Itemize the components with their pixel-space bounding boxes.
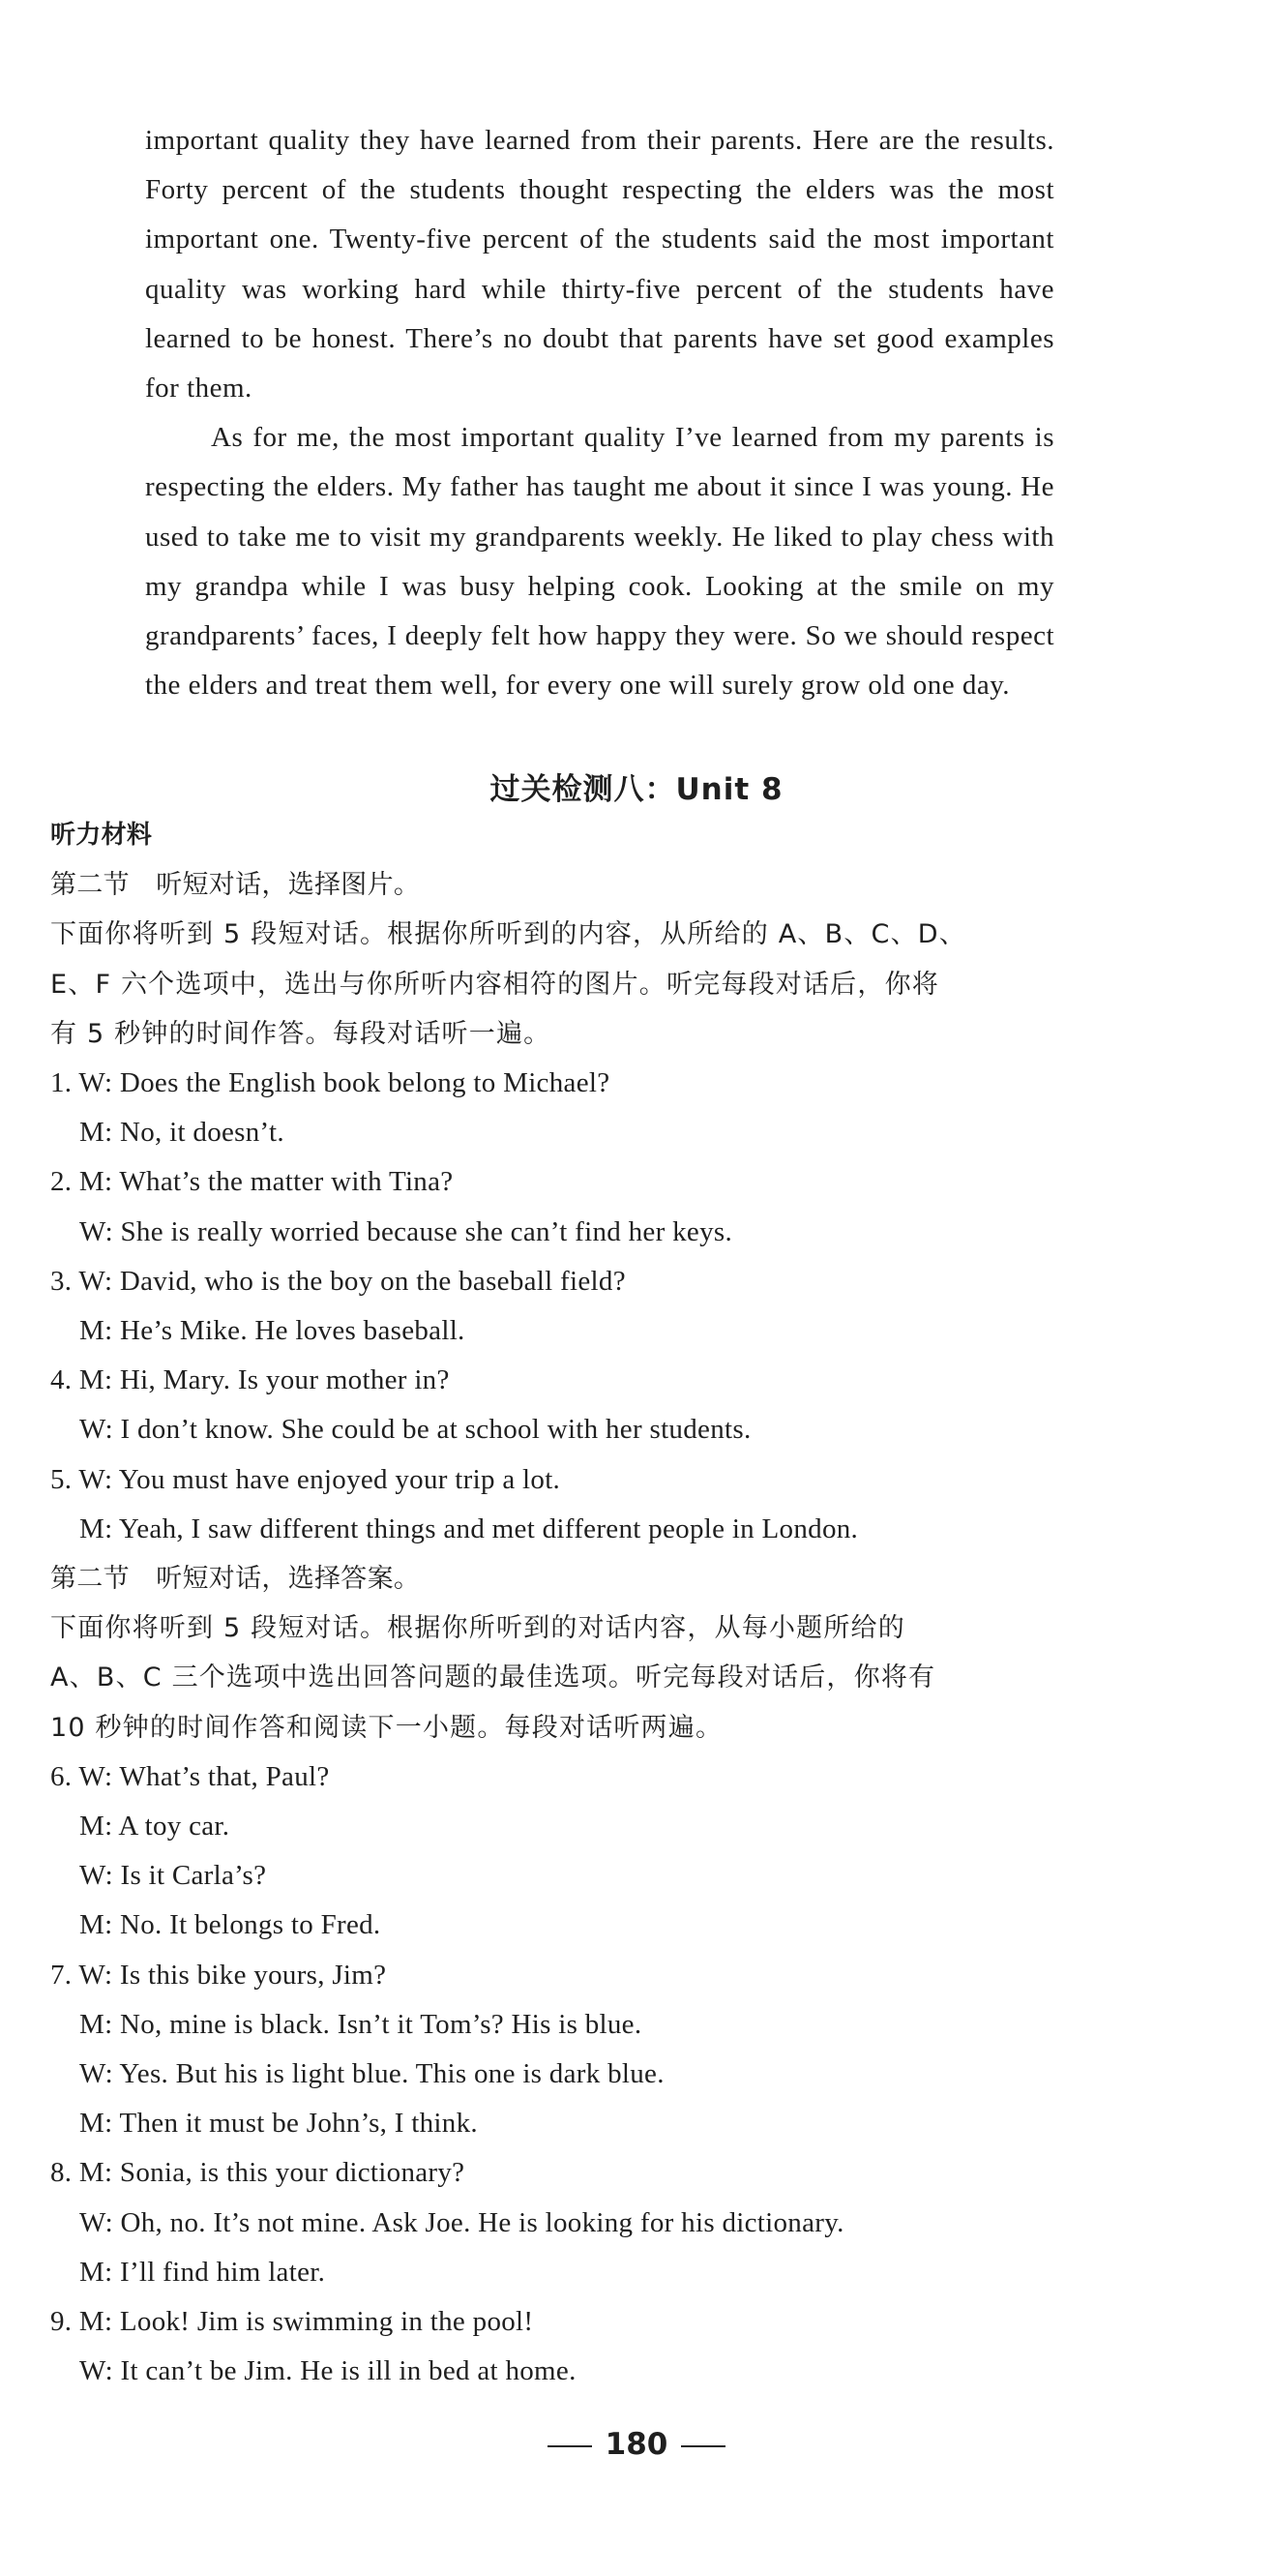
dialogue-item: 1. W: Does the English book belong to Michael?: [50, 1067, 610, 1099]
section-instruction: A、B、C 三个选项中选出回答问题的最佳选项。听完每段对话后，你将有: [50, 1662, 936, 1693]
listening-heading: 听力材料: [50, 821, 153, 850]
dialogue-reply: W: Yes. But his is light blue. This one is dark blue.: [79, 2058, 665, 2090]
dialogue-reply: M: No, it doesn’t.: [79, 1117, 284, 1149]
dialogue-reply: M: No, mine is black. Isn’t it Tom’s? His is blue.: [79, 2008, 642, 2040]
listening-material: [50, 811, 1066, 2397]
dialogue-reply: M: A toy car.: [79, 1811, 230, 1842]
section-instruction: E、F 六个选项中，选出与你所听内容相符的图片。听完每段对话后，你将: [50, 969, 939, 1000]
page-number-dash: [548, 2445, 592, 2447]
dialogue-item: 6. W: What’s that, Paul?: [50, 1760, 330, 1792]
page-number: [0, 2427, 1273, 2462]
section-instruction: 10 秒钟的时间作答和阅读下一小题。每段对话听两遍。: [50, 1712, 724, 1743]
section-title: 第二节 听短对话，选择图片。: [50, 870, 421, 901]
dialogue-item: 7. W: Is this bike yours, Jim?: [50, 1959, 387, 1991]
dialogue-reply: M: No. It belongs to Fred.: [79, 1909, 381, 1941]
dialogue-reply: M: Then it must be John’s, I think.: [79, 2108, 478, 2140]
page-number-dash: [681, 2445, 725, 2447]
dialogue-list: [50, 1752, 1066, 2397]
section-instruction: 下面你将听到 5 段短对话。根据你所听到的对话内容，从每小题所给的: [50, 1613, 905, 1644]
section-instruction: 下面你将听到 5 段短对话。根据你所听到的内容，从所给的 A、B、C、D、: [50, 919, 966, 950]
section-instruction: 有 5 秒钟的时间作答。每段对话听一遍。: [50, 1018, 551, 1049]
dialogue-reply: W: Oh, no. It’s not mine. Ask Joe. He is looking for his dictionary.: [79, 2206, 844, 2238]
dialogue-reply: M: He’s Mike. He loves baseball.: [79, 1315, 465, 1347]
dialogue-reply: W: She is really worried because she can’t find her keys.: [79, 1215, 733, 1247]
dialogue-reply: M: Yeah, I saw different things and met different people in London.: [79, 1513, 859, 1544]
essay-paragraph: important quality they have learned from their parents. Here are the results. Forty percent of the students thought respecting the elders was the most important one. Twenty-five percent of the students said the most important quality was working hard while thirty-five percent of the students have learned to be honest. There’s no doubt that parents have set good examples for them.: [145, 125, 1054, 404]
dialogue-item: 9. M: Look! Jim is swimming in the pool!: [50, 2306, 534, 2338]
dialogue-item: 4. M: Hi, Mary. Is your mother in?: [50, 1364, 450, 1396]
dialogue-reply: W: Is it Carla’s?: [79, 1860, 267, 1892]
dialogue-item: 5. W: You must have enjoyed your trip a lot.: [50, 1463, 561, 1495]
essay-paragraph: As for me, the most important quality I’ve learned from my parents is respecting the elders. My father has taught me about it since I was young. He used to take me to visit my grandparents weekly. He liked to play chess with my grandpa while I was busy helping cook. Looking at the smile on my grandparents’ faces, I deeply felt how happy they were. So we should respect the elders and treat them well, for every one will surely grow old one day.: [145, 422, 1054, 702]
dialogue-reply: M: I’ll find him later.: [79, 2256, 326, 2288]
page-number-value: 180: [605, 2427, 668, 2462]
section-title: 第二节 听短对话，选择答案。: [50, 1564, 421, 1595]
dialogue-item: 8. M: Sonia, is this your dictionary?: [50, 2157, 465, 2189]
dialogue-list: [50, 1059, 1066, 1554]
unit-title: 过关检测八：Unit 8: [489, 772, 784, 807]
dialogue-reply: W: I don’t know. She could be at school with her students.: [79, 1414, 752, 1446]
dialogue-item: 3. W: David, who is the boy on the baseball field?: [50, 1265, 626, 1297]
essay-text: [145, 116, 1054, 710]
dialogue-item: 2. M: What’s the matter with Tina?: [50, 1166, 454, 1198]
dialogue-reply: W: It can’t be Jim. He is ill in bed at home.: [79, 2355, 577, 2387]
